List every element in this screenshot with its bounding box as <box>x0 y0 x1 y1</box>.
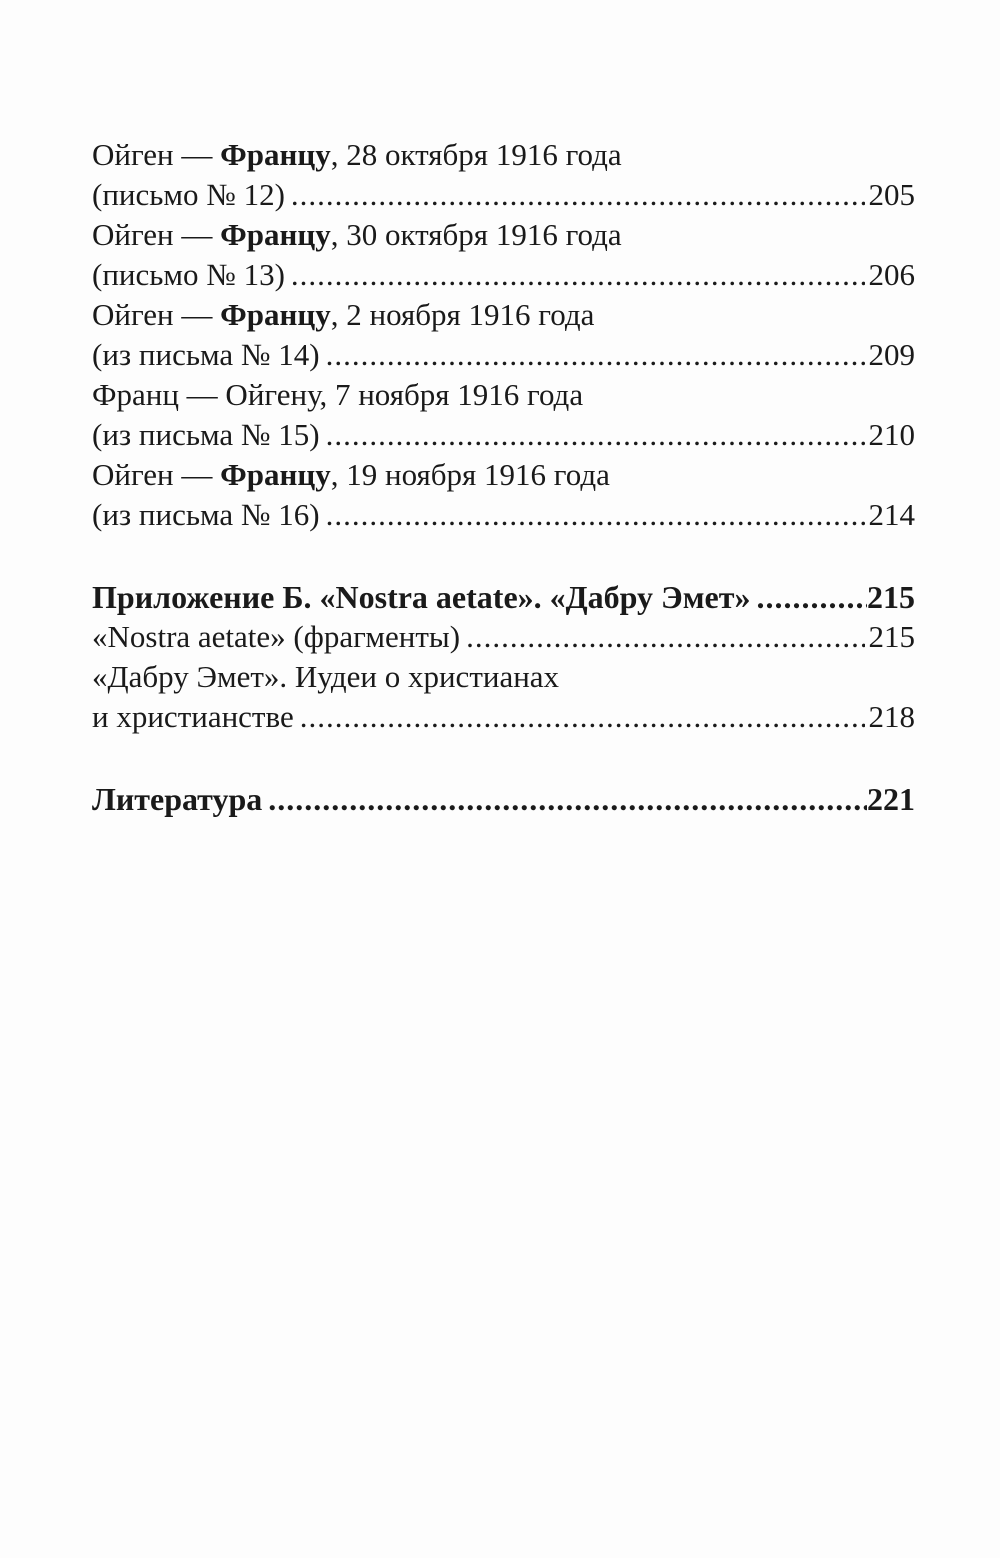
page-number: 206 <box>868 257 915 292</box>
dot-leader <box>756 577 867 617</box>
entry-sender: Ойген — <box>92 457 221 492</box>
dot-leader <box>291 255 865 295</box>
entry-title-line2: и христианстве <box>92 699 294 734</box>
page-number: 218 <box>868 699 915 734</box>
dot-leader <box>268 779 867 819</box>
entry-date: , 30 октября 1916 года <box>330 217 622 252</box>
entry-letter-number: (письмо № 13) <box>92 257 285 292</box>
dot-leader <box>326 415 865 455</box>
entry-letter-number: (из письма № 16) <box>92 497 320 532</box>
dot-leader <box>326 495 865 535</box>
section-title: Приложение Б. «Nostra aetate». «Дабру Эмет» <box>92 579 751 615</box>
toc-entry-title <box>92 215 915 255</box>
page-number: 210 <box>868 417 915 452</box>
entry-date: , 28 октября 1916 года <box>330 137 622 172</box>
entry-date: , 19 ноября 1916 года <box>330 457 610 492</box>
toc-entry-title <box>92 375 915 415</box>
entry-sender: Франц — Ойгену <box>92 377 320 412</box>
toc-entry-line[interactable] <box>92 617 915 657</box>
entry-date: , 2 ноября 1916 года <box>330 297 595 332</box>
dot-leader <box>291 175 865 215</box>
toc-entry-title <box>92 135 915 175</box>
entry-addressee: Францу <box>220 217 331 252</box>
toc-entry-line[interactable] <box>92 697 915 737</box>
entry-sender: Ойген — <box>92 137 221 172</box>
entry-title-line1: «Дабру Эмет». Иудеи о христианах <box>92 659 560 694</box>
entry-letter-number: (письмо № 12) <box>92 177 285 212</box>
page-number: 214 <box>868 497 915 532</box>
toc-section-appendix-b[interactable] <box>92 577 915 617</box>
dot-leader <box>300 697 865 737</box>
page-number: 215 <box>868 619 915 654</box>
toc-entry-line[interactable] <box>92 415 915 455</box>
entry-letter-number: (из письма № 15) <box>92 417 320 452</box>
entry-title: «Nostra aetate» (фрагменты) <box>92 619 461 654</box>
page-number: 215 <box>867 579 915 615</box>
section-spacer <box>92 737 915 779</box>
table-of-contents <box>92 135 915 819</box>
page-number: 205 <box>868 177 915 212</box>
entry-sender: Ойген — <box>92 217 221 252</box>
toc-entry-line[interactable] <box>92 255 915 295</box>
entry-addressee: Францу <box>220 457 331 492</box>
entry-sender: Ойген — <box>92 297 221 332</box>
section-spacer <box>92 535 915 577</box>
entry-date: , 7 ноября 1916 года <box>319 377 584 412</box>
toc-entry-line[interactable] <box>92 495 915 535</box>
section-title: Литература <box>92 781 263 817</box>
toc-section-literature[interactable] <box>92 779 915 819</box>
toc-entry-line[interactable] <box>92 335 915 375</box>
toc-entry-line[interactable] <box>92 175 915 215</box>
toc-entry-title <box>92 657 915 697</box>
page-number: 221 <box>867 781 915 817</box>
entry-addressee: Францу <box>220 297 331 332</box>
page-number: 209 <box>868 337 915 372</box>
dot-leader <box>466 617 864 657</box>
toc-entry-title <box>92 295 915 335</box>
entry-letter-number: (из письма № 14) <box>92 337 320 372</box>
entry-addressee: Францу <box>220 137 331 172</box>
toc-entry-title <box>92 455 915 495</box>
dot-leader <box>326 335 865 375</box>
